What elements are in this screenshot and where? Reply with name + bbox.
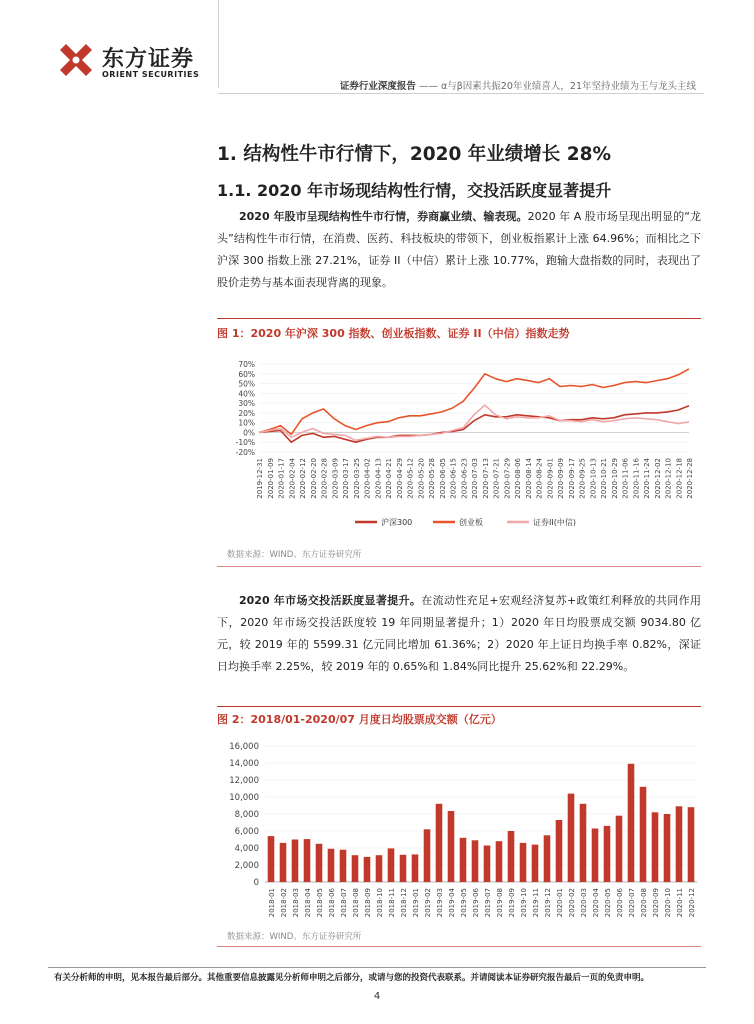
y-tick-label: 50% — [238, 379, 255, 389]
y-tick-label: 10,000 — [229, 793, 259, 803]
x-tick-label: 2020-04-29 — [395, 458, 404, 499]
bar — [412, 854, 419, 882]
x-tick-label: 2020-12-28 — [686, 458, 694, 499]
footer-divider — [48, 967, 706, 968]
bar — [652, 812, 659, 882]
bar — [496, 841, 503, 882]
bar — [580, 804, 587, 882]
x-tick-label: 2018-03 — [292, 888, 300, 918]
x-tick-label: 2020-07-29 — [503, 458, 512, 499]
x-tick-label: 2020-07 — [628, 888, 636, 918]
figure1-top-rule — [217, 318, 701, 319]
x-tick-label: 2019-12 — [544, 888, 552, 918]
x-tick-label: 2020-04-02 — [363, 458, 372, 499]
x-tick-label: 2020-03 — [580, 888, 588, 918]
x-tick-label: 2020-04-21 — [385, 458, 393, 499]
header-separator: —— — [418, 81, 438, 92]
x-tick-label: 2020-06-15 — [449, 458, 458, 499]
x-tick-label: 2018-05 — [316, 888, 324, 918]
bar — [640, 787, 647, 882]
series-line — [259, 406, 689, 442]
y-tick-label: 8,000 — [234, 810, 259, 820]
bar — [448, 811, 455, 882]
x-tick-label: 2020-10-21 — [600, 458, 608, 499]
page-number: 4 — [373, 991, 381, 1002]
paragraph-lead: 2020 年股市呈现结构性牛市行情，券商赢业绩、输表现。 — [239, 210, 528, 223]
bar — [328, 849, 335, 882]
x-tick-label: 2020-05 — [604, 888, 612, 918]
legend-label: 创业板 — [459, 518, 483, 527]
bar — [604, 826, 611, 882]
x-tick-label: 2020-08-24 — [535, 458, 544, 499]
bar — [532, 845, 539, 882]
bar — [424, 829, 431, 882]
bar — [664, 814, 671, 882]
brand-name-en: ORIENT SECURITIES — [102, 70, 200, 79]
brand-logo-icon — [56, 40, 96, 80]
bar — [292, 840, 299, 883]
bar — [400, 855, 407, 882]
footer-disclaimer: 有关分析师的申明，见本报告最后部分。其他重要信息披露见分析师申明之后部分，或请与您的投资代表联系。并请阅读本证券研究报告最后一页的免责申明。 — [54, 973, 650, 983]
x-tick-label: 2020-03-25 — [352, 458, 361, 499]
figure1-source: 数据来源：WIND、东方证券研究所 — [227, 550, 362, 560]
figure1-bottom-rule — [217, 566, 701, 567]
y-tick-label: -10% — [235, 438, 255, 448]
paragraph-market-trend — [217, 206, 701, 294]
paragraph-body: 在流动性充足+宏观经济复苏+政策红利释放的共同作用下，2020 年市场交投活跃度较 19 年同期显著提升；1）2020 年日均股票成交额 9034.80 亿元，较 2019 年的 5599.31 亿元同比增加 61.36%；2）2020 年上证日均换手率 0.82%，深证日均换手率 2.25%，较 2019 年的 0.65%和 1.84%同比提升 25.62%和 22.29%。 — [217, 594, 701, 673]
bar — [520, 843, 527, 882]
x-tick-label: 2020-05-28 — [428, 458, 436, 499]
bar — [616, 816, 623, 882]
x-tick-label: 2020-03-17 — [342, 458, 350, 499]
x-tick-label: 2020-01 — [556, 888, 564, 918]
x-tick-label: 2020-04-13 — [374, 458, 383, 499]
series-line — [259, 369, 689, 435]
x-tick-label: 2018-07 — [340, 888, 348, 918]
x-tick-label: 2020-12-10 — [664, 458, 673, 499]
x-tick-label: 2018-02 — [280, 888, 288, 918]
figure1-title: 图 1：2020 年沪深 300 指数、创业板指数、证券 II（中信）指数走势 — [217, 327, 570, 340]
bar — [352, 855, 359, 882]
x-tick-label: 2020-05-12 — [406, 458, 415, 499]
report-title: α与β因素共振20年业绩喜人，21年坚持业绩为王与龙头主线 — [440, 81, 696, 92]
bar — [544, 835, 551, 882]
x-tick-label: 2020-07-13 — [481, 458, 490, 499]
y-tick-label: 10% — [238, 418, 255, 428]
bar — [484, 846, 491, 883]
bar — [592, 829, 599, 883]
x-tick-label: 2019-12-31 — [256, 458, 264, 499]
bar — [364, 857, 371, 882]
x-tick-label: 2020-06-05 — [438, 458, 447, 499]
y-tick-label: 60% — [238, 369, 255, 379]
y-tick-label: 70% — [238, 360, 255, 369]
x-tick-label: 2020-08-14 — [524, 458, 533, 499]
legend-label: 沪深300 — [381, 518, 413, 527]
y-tick-label: 30% — [238, 399, 255, 409]
x-tick-label: 2020-09 — [652, 888, 660, 918]
x-tick-label: 2020-10 — [664, 888, 672, 918]
y-tick-label: 4,000 — [234, 844, 259, 854]
x-tick-label: 2020-02-20 — [309, 458, 318, 499]
section-heading: 1. 结构性牛市行情下，2020 年业绩增长 28% — [217, 144, 611, 165]
legend-label: 证券II(中信) — [533, 518, 576, 527]
x-tick-label: 2020-09-01 — [546, 458, 555, 499]
x-tick-label: 2020-08 — [640, 888, 648, 918]
monthly-turnover-bar-chart — [217, 734, 701, 926]
x-tick-label: 2020-09-09 — [557, 458, 565, 499]
x-tick-label: 2019-09 — [508, 888, 516, 918]
bar — [304, 839, 311, 882]
x-tick-label: 2020-01-17 — [277, 458, 286, 499]
x-tick-label: 2018-01 — [268, 888, 276, 918]
bar — [376, 855, 383, 882]
x-tick-label: 2020-11-24 — [643, 458, 651, 499]
header-divider-vertical — [218, 0, 219, 88]
x-tick-label: 2020-11 — [676, 888, 684, 918]
y-tick-label: 14,000 — [229, 759, 259, 769]
bar — [556, 820, 563, 882]
x-tick-label: 2019-07 — [484, 888, 492, 918]
x-tick-label: 2020-10-29 — [610, 458, 619, 499]
x-tick-label: 2018-06 — [328, 888, 336, 918]
bar — [436, 804, 443, 882]
x-tick-label: 2019-05 — [460, 888, 468, 918]
report-type: 证券行业深度报告 — [339, 81, 416, 92]
y-tick-label: 40% — [238, 389, 255, 399]
x-tick-label: 2019-02 — [424, 888, 432, 918]
x-tick-label: 2020-09-17 — [567, 458, 576, 499]
brand-logo — [56, 40, 216, 80]
bar — [340, 850, 347, 882]
x-tick-label: 2020-03-09 — [331, 458, 340, 499]
bar — [280, 843, 287, 882]
x-tick-label: 2019-03 — [436, 888, 444, 918]
x-tick-label: 2020-07-03 — [471, 458, 479, 499]
x-tick-label: 2020-04 — [592, 888, 600, 918]
header-divider — [218, 93, 704, 94]
x-tick-label: 2020-12 — [688, 888, 696, 918]
y-tick-label: 20% — [238, 408, 255, 418]
x-tick-label: 2020-06 — [616, 888, 624, 918]
bar — [568, 794, 575, 882]
x-tick-label: 2018-11 — [388, 888, 396, 918]
y-tick-label: 0 — [253, 878, 259, 888]
x-tick-label: 2018-08 — [352, 888, 360, 918]
figure2-source: 数据来源：WIND、东方证券研究所 — [227, 932, 362, 942]
y-tick-label: 0% — [243, 428, 255, 438]
y-tick-label: 16,000 — [229, 742, 259, 752]
bar — [460, 838, 467, 882]
x-tick-label: 2019-04 — [448, 888, 456, 918]
x-tick-label: 2020-02-04 — [288, 458, 297, 499]
x-tick-label: 2020-07-21 — [492, 458, 501, 499]
paragraph-body: 2020 年 A 股市场呈现出明显的“龙头”结构性牛市行情，在消费、医药、科技板块的带领下，创业板指累计上涨 64.96%；而相比之下沪深 300 指数上涨 27.21%，证券 II（中信）累计上涨 10.77%，跑输大盘指数的同时，表现出了股价走势与基本面表现背离的现象。 — [217, 210, 701, 289]
bar — [676, 806, 683, 882]
figure2-title: 图 2：2018/01-2020/07 月度日均股票成交额（亿元） — [217, 713, 502, 726]
bar — [472, 840, 479, 882]
paragraph-lead: 2020 年市场交投活跃度显著提升。 — [239, 594, 422, 607]
y-tick-label: 12,000 — [229, 776, 259, 786]
y-tick-label: 2,000 — [234, 861, 259, 871]
brand-name-cn: 东方证券 — [102, 47, 195, 72]
bar — [628, 764, 635, 882]
x-tick-label: 2020-02 — [568, 888, 576, 918]
bar — [268, 836, 275, 882]
x-tick-label: 2019-10 — [520, 888, 528, 918]
figure2-top-rule — [217, 706, 701, 707]
x-tick-label: 2020-12-18 — [675, 458, 684, 499]
x-tick-label: 2020-08-06 — [514, 458, 522, 499]
bar — [388, 848, 395, 882]
index-trend-line-chart — [217, 352, 701, 542]
y-tick-label: 6,000 — [234, 827, 259, 837]
x-tick-label: 2020-11-16 — [632, 458, 641, 499]
y-tick-label: -20% — [235, 448, 255, 457]
x-tick-label: 2020-05-20 — [417, 458, 426, 499]
paragraph-trading-activity — [217, 590, 701, 678]
x-tick-label: 2020-06-23 — [460, 458, 469, 499]
x-tick-label: 2019-01 — [412, 888, 420, 918]
x-tick-label: 2020-11-06 — [621, 458, 630, 499]
x-tick-label: 2020-02-28 — [320, 458, 329, 499]
x-tick-label: 2020-10-13 — [589, 458, 598, 499]
x-tick-label: 2018-04 — [304, 888, 312, 918]
x-tick-label: 2020-01-09 — [266, 458, 275, 499]
figure2-bottom-rule — [217, 946, 701, 947]
bar — [508, 831, 515, 882]
bar — [316, 844, 323, 882]
x-tick-label: 2020-12-02 — [653, 458, 662, 499]
x-tick-label: 2019-08 — [496, 888, 504, 918]
x-tick-label: 2019-06 — [472, 888, 480, 918]
subsection-heading: 1.1. 2020 年市场现结构性行情，交投活跃度显著提升 — [217, 181, 612, 200]
report-header — [340, 78, 696, 92]
x-tick-label: 2020-09-25 — [578, 458, 587, 499]
x-tick-label: 2018-09 — [364, 888, 372, 918]
x-tick-label: 2019-11 — [532, 888, 540, 918]
x-tick-label: 2018-12 — [400, 888, 408, 918]
x-tick-label: 2020-02-12 — [299, 458, 307, 499]
logo-center-dot — [73, 57, 80, 64]
bar — [688, 807, 695, 882]
x-tick-label: 2018-10 — [376, 888, 384, 918]
